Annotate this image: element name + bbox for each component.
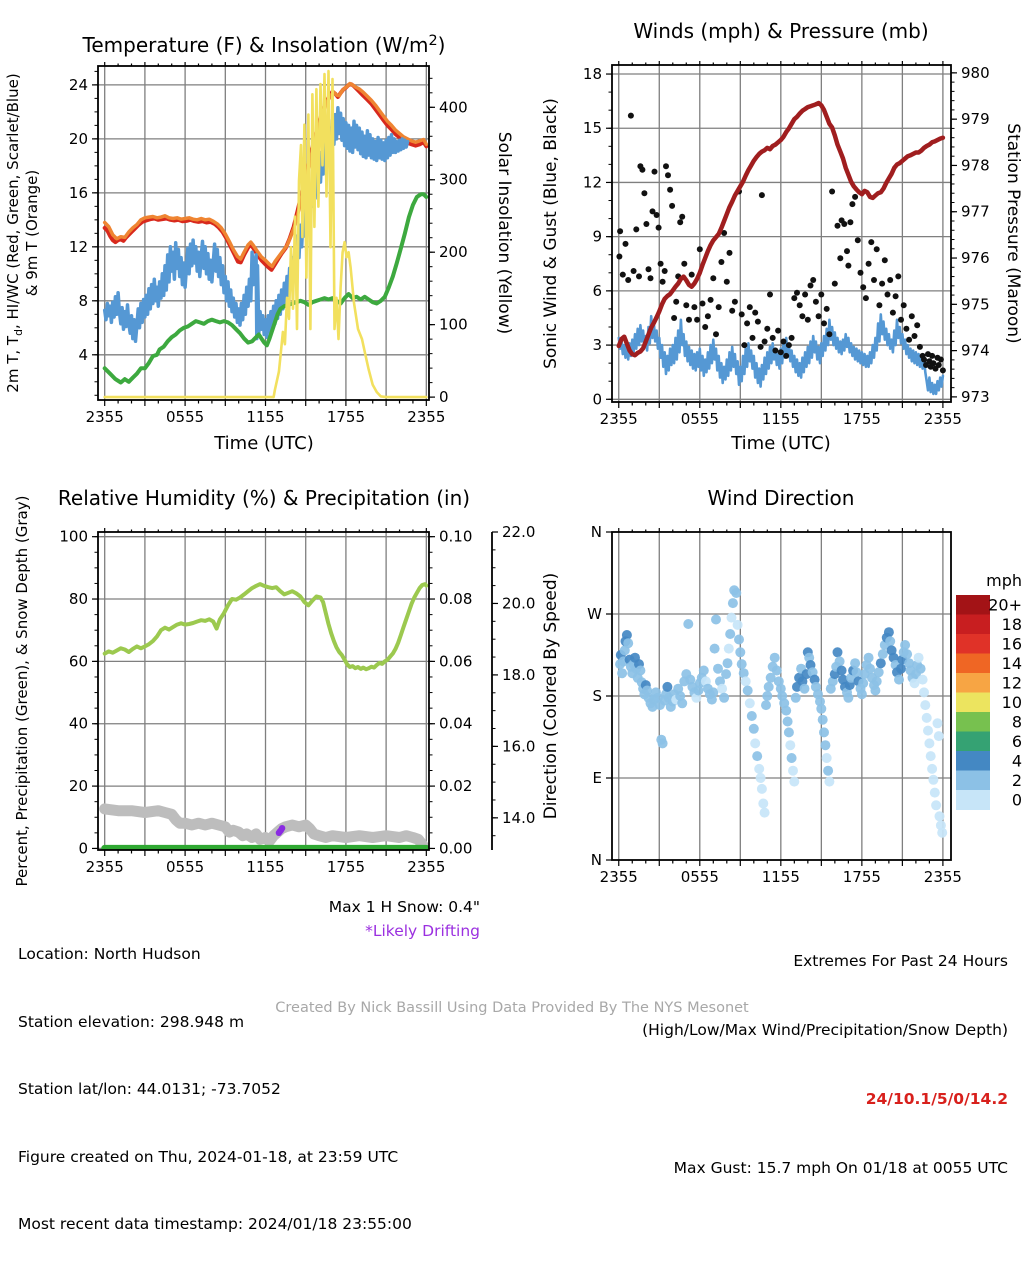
svg-text:8: 8: [78, 291, 88, 310]
svg-text:0.08: 0.08: [439, 590, 473, 609]
svg-text:100: 100: [59, 527, 88, 546]
windchill-blue: [105, 108, 408, 341]
svg-text:20: 20: [68, 777, 88, 796]
svg-text:978: 978: [961, 156, 990, 175]
chart-wind-direction: [541, 486, 962, 886]
svg-text:14.0: 14.0: [502, 808, 536, 827]
svg-text:18: 18: [582, 65, 602, 84]
svg-text:0: 0: [78, 839, 88, 858]
svg-text:80: 80: [68, 590, 88, 609]
svg-text:20: 20: [68, 129, 88, 148]
svg-text:40: 40: [68, 714, 88, 733]
svg-text:977: 977: [961, 202, 990, 221]
svg-text:18.0: 18.0: [502, 665, 536, 684]
svg-text:4: 4: [1011, 751, 1022, 771]
svg-text:2355: 2355: [599, 868, 638, 886]
axis-label-humidity-precip-left: Percent, Precipitation (Green), & Snow Depth (Gray): [13, 495, 31, 887]
axis-label-winds-pressure-right: Station Pressure (Maroon): [1003, 123, 1023, 344]
extremes-title: Extremes For Past 24 Hours: [793, 952, 1008, 970]
chart-humidity-precip: [13, 486, 535, 886]
svg-text:200: 200: [439, 243, 468, 262]
svg-text:12: 12: [68, 237, 88, 256]
svg-text:6: 6: [1011, 731, 1022, 751]
xlabel-temperature-insolation: Time (UTC): [214, 433, 314, 454]
svg-text:0.00: 0.00: [439, 839, 473, 858]
svg-text:0.04: 0.04: [439, 714, 473, 733]
svg-text:S: S: [592, 687, 602, 705]
svg-text:975: 975: [961, 295, 990, 314]
svg-text:0.10: 0.10: [439, 527, 473, 546]
svg-text:16: 16: [1001, 634, 1022, 654]
svg-text:100: 100: [439, 315, 468, 334]
likely-drifting-note: *Likely Drifting: [365, 922, 480, 940]
data-timestamp: Most recent data timestamp: 2024/01/18 23:55:00: [18, 1215, 412, 1233]
svg-text:N: N: [590, 523, 602, 541]
svg-text:979: 979: [961, 110, 990, 129]
svg-text:20.0: 20.0: [502, 594, 536, 613]
svg-text:16.0: 16.0: [502, 737, 536, 756]
svg-text:1155: 1155: [246, 858, 285, 876]
svg-text:N: N: [590, 851, 602, 869]
svg-text:0: 0: [439, 388, 449, 407]
svg-text:8: 8: [1011, 712, 1022, 732]
svg-text:300: 300: [439, 170, 468, 189]
chart-title-wind-direction: Wind Direction: [707, 486, 855, 510]
chart-title-winds-pressure: Winds (mph) & Pressure (mb): [633, 19, 929, 43]
svg-text:2355: 2355: [85, 858, 124, 876]
extremes-values: 24/10.1/5/0/14.2: [865, 1090, 1008, 1108]
svg-text:2355: 2355: [923, 410, 962, 428]
svg-text:2355: 2355: [85, 408, 124, 426]
svg-text:W: W: [587, 605, 602, 623]
svg-text:1755: 1755: [842, 410, 881, 428]
colorbar-title: mph: [986, 571, 1022, 590]
xlabel-winds-pressure: Time (UTC): [731, 433, 831, 454]
svg-text:0.06: 0.06: [439, 652, 473, 671]
svg-text:2355: 2355: [407, 408, 446, 426]
svg-text:12: 12: [1001, 673, 1022, 693]
svg-text:2355: 2355: [407, 858, 446, 876]
svg-text:0555: 0555: [166, 858, 205, 876]
station-latlon: Station lat/lon: 44.0131; -73.7052: [18, 1080, 281, 1098]
svg-text:976: 976: [961, 249, 990, 268]
svg-text:1155: 1155: [246, 408, 285, 426]
svg-text:14: 14: [1001, 653, 1022, 673]
svg-text:9: 9: [592, 227, 602, 246]
svg-text:0.02: 0.02: [439, 777, 473, 796]
svg-text:6: 6: [592, 281, 602, 300]
figure-created: Figure created on Thu, 2024-01-18, at 23:59 UTC: [18, 1147, 399, 1166]
svg-text:0555: 0555: [680, 410, 719, 428]
svg-text:15: 15: [582, 119, 602, 138]
extremes-block: [560, 904, 1008, 1226]
svg-text:974: 974: [961, 341, 990, 360]
svg-text:24: 24: [68, 75, 88, 94]
axis-label-temperature-insolation-right: Solar Insolation (Yellow): [494, 131, 514, 335]
svg-text:1755: 1755: [326, 408, 366, 426]
axis-label-winds-pressure-left: Sonic Wind & Gust (Blue, Black): [541, 98, 561, 369]
speed-colorbar: [956, 571, 1022, 810]
chart-title-temperature-insolation: Temperature (F) & Insolation $(W/m^2)$: [82, 33, 446, 57]
svg-text:18: 18: [1001, 614, 1022, 634]
svg-text:1155: 1155: [761, 868, 800, 886]
chart-title-humidity-precip: Relative Humidity (%) & Precipitation (in): [57, 486, 471, 510]
axis-label-temperature-insolation-left: 2m T, $T_d$, HI/WC (Red, Green, Scarlet/Blue)& 9m T (Orange): [4, 73, 41, 393]
svg-text:20+: 20+: [988, 595, 1022, 615]
svg-text:0: 0: [1011, 790, 1022, 810]
max-snow-note: Max 1 H Snow: 0.4": [328, 898, 480, 916]
svg-text:1755: 1755: [326, 858, 366, 876]
svg-text:22.0: 22.0: [502, 523, 536, 541]
extremes-subtitle: (High/Low/Max Wind/Precipitation/Snow Depth): [642, 1021, 1008, 1039]
svg-text:2355: 2355: [923, 868, 962, 886]
svg-text:3: 3: [592, 336, 602, 355]
svg-text:2: 2: [1011, 770, 1022, 790]
svg-text:2355: 2355: [599, 410, 638, 428]
svg-text:10: 10: [1001, 692, 1022, 712]
svg-text:1755: 1755: [842, 868, 881, 886]
credit-line: Created By Nick Bassill Using Data Provided By The NYS Mesonet: [275, 1000, 749, 1016]
svg-text:60: 60: [68, 652, 88, 671]
station-location: Location: North Hudson: [18, 945, 201, 963]
axis-label-wind-direction-left: Direction (Colored By Speed): [541, 572, 561, 820]
svg-text:16: 16: [68, 183, 88, 202]
chart-winds-pressure: [541, 19, 1023, 454]
max-gust: Max Gust: 15.7 mph On 01/18 at 0055 UTC: [673, 1159, 1008, 1177]
svg-text:1155: 1155: [761, 410, 800, 428]
svg-text:980: 980: [961, 63, 990, 82]
station-info-block: [18, 898, 412, 1281]
svg-text:0: 0: [592, 390, 602, 409]
svg-text:12: 12: [582, 173, 602, 192]
svg-text:973: 973: [961, 387, 990, 406]
svg-text:0555: 0555: [166, 408, 205, 426]
chart-temperature-insolation: [4, 33, 514, 454]
station-elevation: Station elevation: 298.948 m: [18, 1012, 245, 1031]
svg-text:4: 4: [78, 345, 88, 364]
svg-text:0555: 0555: [680, 868, 719, 886]
svg-text:400: 400: [439, 98, 468, 117]
svg-text:E: E: [592, 769, 602, 787]
